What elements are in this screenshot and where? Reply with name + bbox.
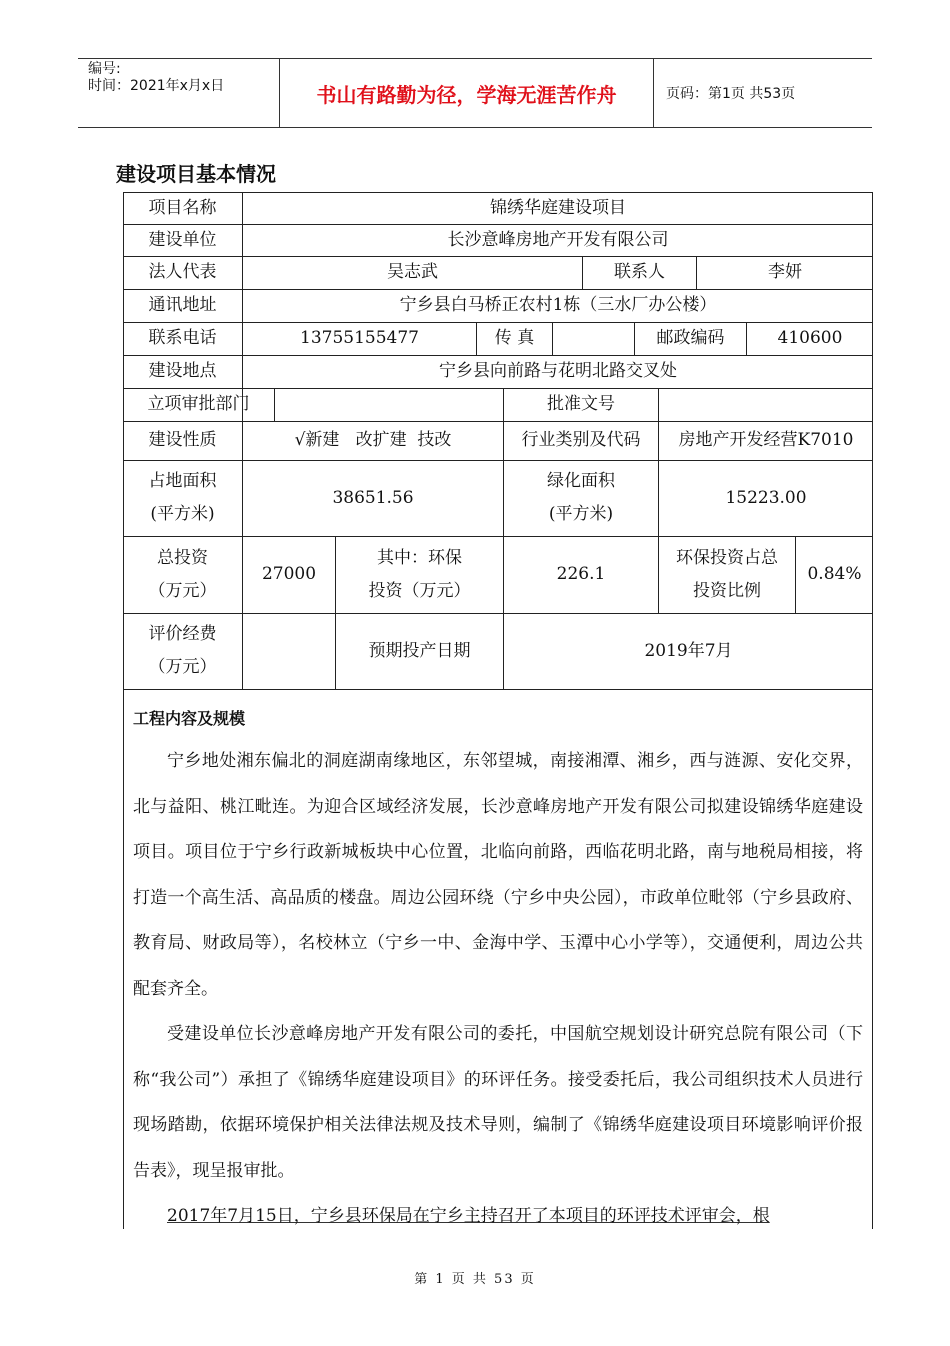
env-ratio-label-line1: 环保投资占总 (676, 547, 778, 568)
page-header (78, 58, 872, 128)
scope-paragraph-1: 宁乡地处湘东偏北的洞庭湖南缘地区，东邻望城，南接湘潭、湘乡，西与涟源、安化交界，北与益阳、桃江毗连。为迎合区域经济发展，长沙意峰房地产开发有限公司拟建设锦绣华庭建设项目。项目位于宁乡行政新城板块中心位置，北临向前路，西临花明北路，南与地税局相接，将打造一个高生活、高品质的楼盘。周边公园环绕（宁乡中央公园），市政单位毗邻（宁乡县政府、教育局、财政局等），名校林立（宁乡一中、金海中学、玉潭中心小学等），交通便利，周边公共配套齐全。 (133, 751, 863, 999)
postcode-label: 邮政编码 (656, 328, 725, 348)
land-area-label (123, 460, 242, 536)
env-ratio-label-line2: 投资比例 (693, 580, 761, 601)
header-motto: 书山有路勤为径，学海无涯苦作舟 (280, 59, 654, 127)
total-invest-label-line1: 总投资 (157, 547, 208, 568)
phone-value: 13755155477 (300, 328, 419, 348)
env-ratio-label (659, 536, 795, 613)
time-label: 时间：2021年x月x日 (88, 78, 225, 94)
total-invest-label (123, 536, 242, 613)
env-invest-label (336, 536, 503, 613)
project-scope-section (123, 692, 873, 1229)
industry-value: 房地产开发经营K7010 (678, 430, 854, 450)
industry-label: 行业类别及代码 (521, 430, 641, 450)
eval-fee-label-line2: （万元） (148, 657, 217, 677)
postcode-value: 410600 (777, 328, 843, 348)
eval-fee-value (243, 613, 335, 689)
start-date-value: 2019年7月 (644, 640, 733, 661)
site-label: 建设地点 (148, 361, 217, 381)
env-invest-label-line1: 其中：环保 (377, 547, 462, 568)
green-area-label (504, 460, 658, 536)
legal-rep-label: 法人代表 (148, 262, 217, 282)
section-title: 建设项目基本情况 (116, 162, 276, 186)
env-invest-label-line2: 投资（万元） (368, 580, 471, 601)
scope-paragraph-2: 受建设单位长沙意峰房地产开发有限公司的委托，中国航空规划设计研究总院有限公司（下称“我公司”）承担了《锦绣华庭建设项目》的环评任务。接受委托后，我公司组织技术人员进行现场踏勘，依据环境保护相关法律法规及技术导则，编制了《锦绣华庭建设项目环境影响评价报告表》，现呈报审批。 (133, 1024, 863, 1181)
number-label: 编号: (88, 61, 121, 77)
scope-paragraph-3: 2017年7月15日，宁乡县环保局在宁乡主持召开了本项目的环评技术评审会，根 (167, 1206, 770, 1226)
scope-heading: 工程内容及规模 (133, 709, 246, 728)
land-area-label-line2: (平方米) (150, 504, 215, 524)
green-area-label-line1: 绿化面积 (547, 471, 615, 491)
fax-label: 传 真 (494, 328, 535, 348)
address-value: 宁乡县白马桥正农村1栋（三水厂办公楼） (399, 295, 717, 315)
header-page-info: 页码：第1页 共53页 (666, 86, 796, 102)
project-info-table (123, 192, 873, 1229)
builder-label: 建设单位 (148, 229, 217, 250)
green-area-value: 15223.00 (725, 487, 807, 508)
approval-no-value (659, 388, 873, 421)
land-area-value: 38651.56 (332, 487, 414, 508)
page-footer: 第 1 页 共 53 页 (414, 1272, 536, 1287)
approval-dept-value (275, 388, 503, 421)
eval-fee-label (123, 613, 242, 689)
nature-value: √新建 改扩建 技改 (294, 430, 452, 450)
builder-value: 长沙意峰房地产开发有限公司 (447, 229, 669, 250)
legal-rep-value: 吴志武 (387, 262, 438, 282)
eval-fee-label-line1: 评价经费 (148, 624, 217, 644)
contact-value: 李妍 (768, 262, 802, 282)
project-name-label: 项目名称 (148, 197, 217, 218)
project-name-value: 锦绣华庭建设项目 (490, 197, 626, 218)
site-value: 宁乡县向前路与花明北路交叉处 (439, 361, 677, 381)
total-invest-label-line2: （万元） (148, 580, 217, 601)
approval-dept-label: 立项审批部门 (147, 394, 250, 414)
start-date-label: 预期投产日期 (368, 640, 471, 661)
green-area-label-line2: (平方米) (548, 504, 614, 524)
fax-value (553, 322, 634, 355)
land-area-label-line1: 占地面积 (148, 471, 217, 491)
total-invest-value: 27000 (261, 564, 317, 584)
nature-label: 建设性质 (148, 430, 217, 450)
env-ratio-value: 0.84% (807, 564, 862, 584)
phone-label: 联系电话 (148, 328, 217, 348)
address-label: 通讯地址 (148, 295, 217, 315)
env-invest-value: 226.1 (556, 564, 606, 584)
header-meta (78, 59, 280, 127)
approval-no-label: 批准文号 (547, 394, 615, 414)
contact-label: 联系人 (614, 262, 665, 282)
